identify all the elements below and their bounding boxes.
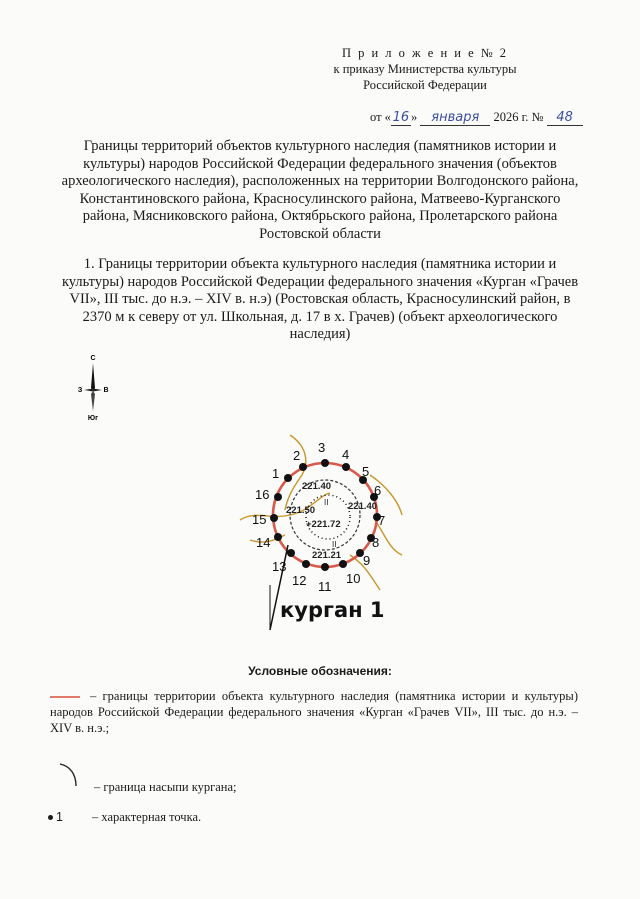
point-label-3: 3 bbox=[318, 440, 326, 455]
legend-item-boundary-text: – границы территории объекта культурного наследия (памятника истории и культуры) народов Российской Федерации федерального значения «Курган «Грачев VII», III тыс. до н.э. – XIV в. н.э.; bbox=[50, 689, 578, 735]
kurgan-map bbox=[230, 425, 420, 635]
point-3 bbox=[321, 459, 329, 467]
point-2 bbox=[299, 463, 307, 471]
legend-item-mound: – граница насыпи кургана; bbox=[94, 780, 237, 794]
point-label-16: 16 bbox=[255, 487, 270, 502]
point-label-1: 1 bbox=[272, 466, 280, 481]
point-label-12: 12 bbox=[292, 573, 307, 588]
point-label-14: 14 bbox=[256, 535, 271, 550]
point-label-6: 6 bbox=[374, 483, 382, 498]
legend-point-symbol bbox=[48, 810, 63, 824]
red-line-symbol-icon bbox=[50, 696, 80, 698]
order-dateline bbox=[370, 110, 583, 126]
document-title: Границы территорий объектов культурного наследия (памятников истории и культуры) народов Российской Федерации федерального значения (объектов археологического наследия), расположенных на территории Волгодонского района, Константиновского района, Красносулинского района, Матвеево-Курганского района, Мясниковского района, Октябрьского района, Пролетарского района Ростовской области bbox=[61, 138, 579, 242]
point-10 bbox=[339, 560, 347, 568]
elevation-2: 221.50 bbox=[286, 505, 316, 516]
mound-boundary-symbol-icon bbox=[56, 760, 86, 790]
compass-arrow-icon bbox=[84, 363, 102, 411]
section-title: 1. Границы территории объекта культурного наследия (памятника истории и культуры) народов Российской Федерации федерального значения «Курган «Грачев VII», III тыс. до н.э. – XIV в. н.э) (Ростовская область, Красносулинский район, в 2370 м к северу от ул. Школьная, д. 17 в х. Грачев) (объект археологического наследия) bbox=[61, 256, 579, 343]
point-label-4: 4 bbox=[342, 447, 350, 462]
point-11 bbox=[321, 563, 329, 571]
point-label-15: 15 bbox=[252, 512, 267, 527]
date-quote: » bbox=[410, 110, 418, 124]
point-label-2: 2 bbox=[293, 448, 301, 463]
point-label-5: 5 bbox=[362, 464, 370, 479]
compass-north: С bbox=[90, 355, 96, 362]
point-1 bbox=[284, 474, 292, 482]
point-label-8: 8 bbox=[372, 535, 380, 550]
point-16 bbox=[274, 493, 282, 501]
date-day: 16 bbox=[392, 110, 410, 125]
appendix-header bbox=[300, 45, 550, 93]
compass-rose bbox=[78, 352, 108, 422]
point-dot-icon bbox=[48, 815, 53, 820]
date-month: января bbox=[420, 110, 490, 126]
inner-mark-2: II bbox=[332, 540, 337, 549]
compass-south: Юг bbox=[87, 415, 99, 422]
point-4 bbox=[342, 463, 350, 471]
point-label-7: 7 bbox=[378, 513, 386, 528]
point-label-13: 13 bbox=[272, 559, 287, 574]
legend-title: Условные обозначения: bbox=[248, 664, 392, 678]
compass-west: З bbox=[77, 387, 83, 394]
appendix-number: П р и л о ж е н и е № 2 bbox=[341, 46, 509, 60]
ministry-name: Российской Федерации bbox=[363, 78, 487, 92]
point-12 bbox=[302, 560, 310, 568]
compass-east: В bbox=[103, 387, 109, 394]
point-13 bbox=[287, 549, 295, 557]
point-15 bbox=[270, 514, 278, 522]
elevation-1: 221.40 bbox=[302, 481, 332, 492]
point-label-11: 11 bbox=[318, 579, 332, 594]
point-14 bbox=[274, 533, 282, 541]
point-label-10: 10 bbox=[346, 571, 361, 586]
elevation-3: 221.40 bbox=[348, 501, 378, 512]
legend-item-point: – характерная точка. bbox=[92, 810, 202, 824]
order-number: 48 bbox=[547, 110, 583, 126]
elevation-4: +221.72 bbox=[306, 519, 341, 530]
kurgan-label: курган 1 bbox=[280, 598, 385, 622]
order-reference: к приказу Министерства культуры bbox=[333, 62, 517, 76]
legend-item-boundary bbox=[50, 688, 578, 736]
elevation-5: 221.21 bbox=[312, 550, 342, 561]
inner-mark-1: II bbox=[324, 498, 329, 507]
point-label-9: 9 bbox=[363, 553, 371, 568]
legend-point-number: 1 bbox=[56, 810, 63, 824]
date-prefix: от « bbox=[370, 110, 391, 124]
date-year: 2026 г. № bbox=[493, 110, 544, 124]
